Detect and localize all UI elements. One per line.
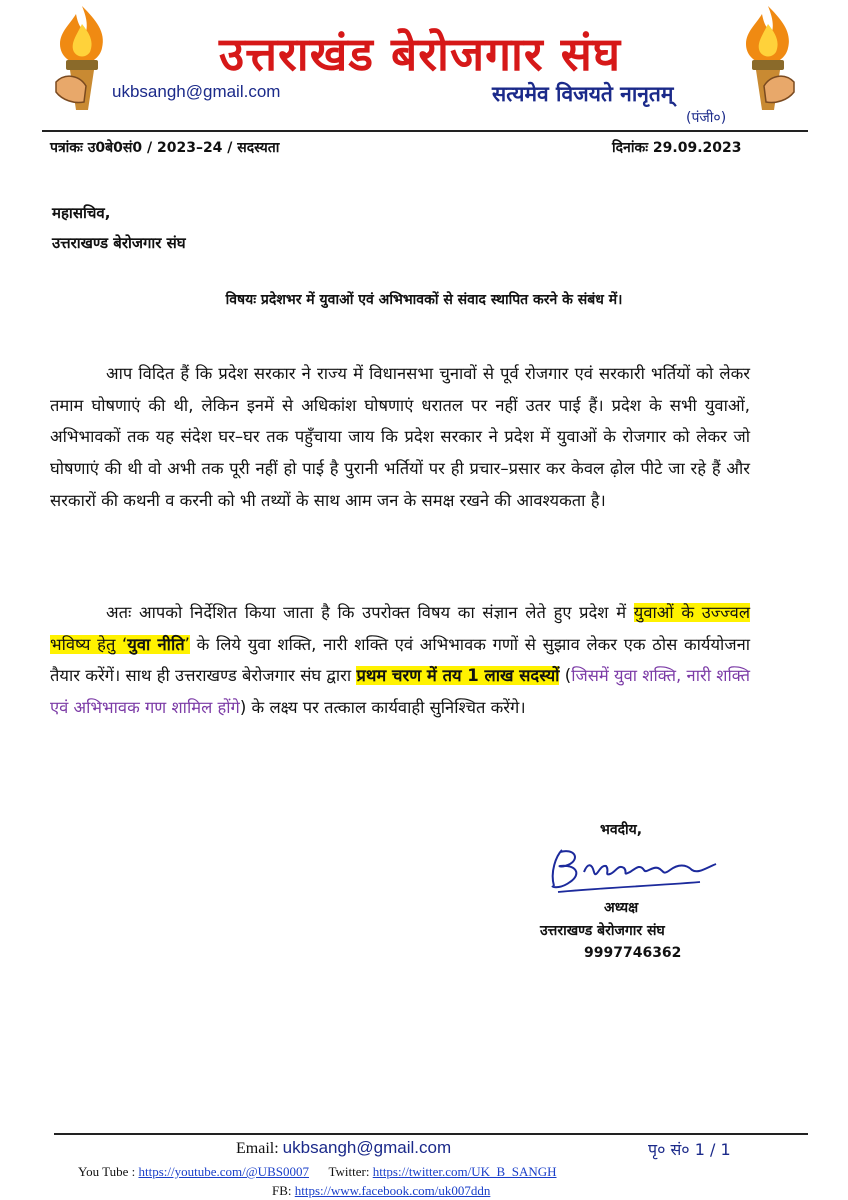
- letter-number: पत्रांकः उ0बे0सं0 / 2023–24 / सदस्यता: [50, 140, 280, 156]
- footer-social-links: You Tube : https://youtube.com/@UBS0007 Twitter: https://twitter.com/UK_B_SANGH: [78, 1164, 557, 1179]
- subject-line: विषयः प्रदेशभर में युवाओं एवं अभिभावकों से संवाद स्थापित करने के संबंध में।: [225, 292, 623, 308]
- footer-email: Email: ukbsangh@gmail.com: [236, 1138, 452, 1157]
- twitter-link[interactable]: https://twitter.com/UK_B_SANGH: [372, 1164, 557, 1179]
- header-divider: [42, 130, 808, 132]
- registration-mark: (पंजी०): [686, 110, 727, 126]
- page-number: पृ० सं० 1 / 1: [648, 1140, 731, 1159]
- footer-email-link[interactable]: ukbsangh@gmail.com: [282, 1138, 452, 1157]
- signature-image: [540, 842, 730, 902]
- para2-lead: अतः आपको निर्देशित किया जाता है कि उपरोक्त विषय का संज्ञान लेते हुए प्रदेश में: [106, 603, 634, 622]
- highlight-member-target: प्रथम चरण में तय 1 लाख सदस्यों: [356, 666, 560, 686]
- facebook-link[interactable]: https://www.facebook.com/uk007ddn: [294, 1183, 491, 1198]
- letterhead-email: ukbsangh@gmail.com: [112, 82, 281, 101]
- signatory-role: अध्यक्ष: [604, 900, 639, 916]
- recipient-org: उत्तराखण्ड बेरोजगार संघ: [52, 234, 186, 252]
- motto: सत्यमेव विजयते नानृतम्: [492, 82, 674, 106]
- closing-salutation: भवदीय,: [600, 822, 643, 838]
- footer-facebook: FB: https://www.facebook.com/uk007ddn: [272, 1183, 491, 1198]
- signatory-org: उत्तराखण्ड बेरोजगार संघ: [540, 923, 665, 939]
- highlight-youth-future: युवाओं के उज्ज्वल भविष्य हेतु ‘युवा नीति’: [50, 603, 750, 654]
- para2-tail: ) के लक्ष्य पर तत्काल कार्यवाही सुनिश्चित करेंगे।: [239, 698, 526, 718]
- footer-divider: [54, 1133, 808, 1135]
- body-paragraph-1: आप विदित हैं कि प्रदेश सरकार ने राज्य में विधानसभा चुनावों से पूर्व रोजगार एवं सरकारी भर्तियों को लेकर तमाम घोषणाएं की थी, लेकिन इनमें से अधिकांश घोषणाएं धरातल पर नहीं उतर पाई हैं। प्रदेश के सभी युवाओं, अभिभावकों तक यह संदेश घर–घर तक पहुँचाया जाय कि प्रदेश सरकार ने प्रदेश में युवाओं के रोजगार को लेकर जो घोषणाएं की थी वो अभी तक पूरी नहीं हो पाई है पुरानी भर्तियों पर ही प्रचार–प्रसार कर केवल ढ़ोल पीटे जा रहे हैं और सरकारों की कथनी व करनी को भी तथ्यों के साथ आम जन के समक्ष रखने की आवश्यकता है।: [50, 364, 750, 510]
- org-title: उत्तराखंड बेरोजगार संघ: [218, 27, 622, 81]
- youth-policy-term: युवा नीति: [127, 634, 185, 654]
- body-paragraph-2: अतः आपको निर्देशित किया जाता है कि उपरोक्त विषय का संज्ञान लेते हुए प्रदेश में युवाओं के उज्ज्वल भविष्य हेतु ‘युवा नीति’ के लिये युवा शक्ति, नारी शक्ति एवं अभिभावक गणों से सुझाव लेकर एक ठोस कार्ययोजना तैयार करेंगें। साथ ही उत्तराखण्ड बेरोजगार संघ द्वारा प्रथम चरण में तय 1 लाख सदस्यों (जिसमें युवा शक्ति, नारी शक्ति एवं अभिभावक गण शामिल होंगे) के लक्ष्य पर तत्काल कार्यवाही सुनिश्चित करेंगे।: [50, 603, 751, 718]
- signatory-phone: 9997746362: [584, 945, 682, 961]
- para2-mid: के लिये युवा शक्ति, नारी शक्ति एवं अभिभावक गणों से सुझाव लेकर एक ठोस कार्ययोजना तैयार करेंगें। साथ ही उत्तराखण्ड बेरोजगार संघ द्वारा: [50, 634, 750, 686]
- youtube-link[interactable]: https://youtube.com/@UBS0007: [138, 1164, 309, 1179]
- member-composition-note: जिसमें युवा शक्ति, नारी शक्ति एवं अभिभावक गण शामिल होंगे: [50, 666, 751, 718]
- recipient-title: महासचिव,: [52, 204, 111, 222]
- letter-date: दिनांकः 29.09.2023: [612, 140, 742, 156]
